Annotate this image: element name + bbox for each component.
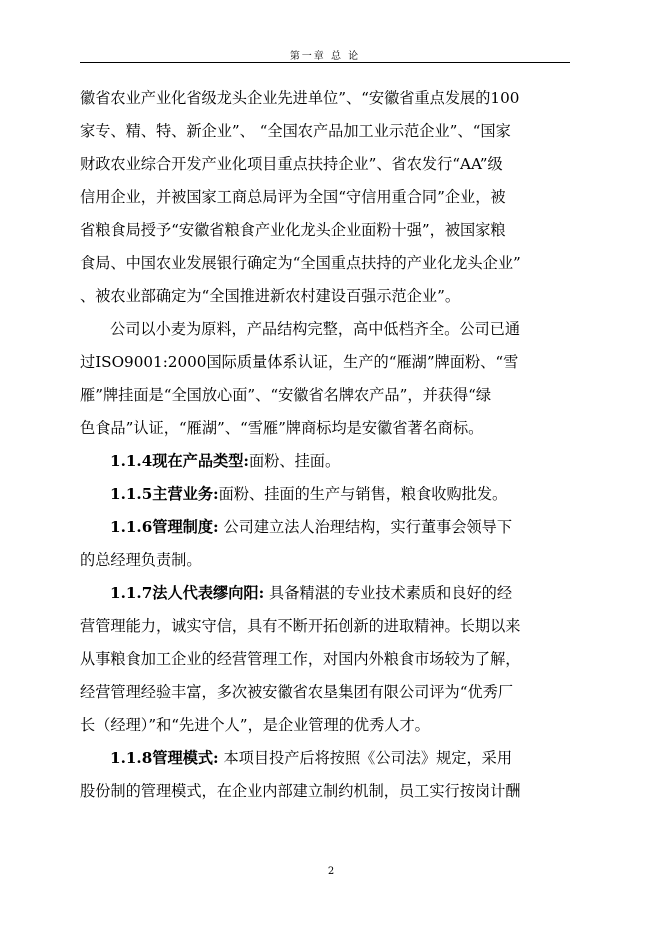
paragraph-line: 省粮食局授予“安徽省粮食产业化龙头企业面粉十强”，被国家粮 <box>80 221 506 239</box>
paragraph-line: 公司以小麦为原料，产品结构完整，高中低档齐全。公司已通 <box>110 320 521 338</box>
paragraph-line: 营管理能力，诚实守信，具有不断开拓创新的进取精神。长期以来 <box>80 617 521 635</box>
section-text: 面粉、挂面的生产与销售，粮食收购批发。 <box>218 485 508 503</box>
section-text: 公司建立法人治理结构，实行董事会领导下 <box>218 518 513 536</box>
section-label: 1.1.5主营业务: <box>110 485 219 503</box>
section-1-1-8 <box>110 744 570 772</box>
paragraph-line: 长（经理）”和“先进个人”，是企业管理的优秀人才。 <box>80 716 430 734</box>
paragraph-line: 经营管理经验丰富，多次被安徽省农垦集团有限公司评为“优秀厂 <box>80 683 514 701</box>
paragraph-line: 家专、精、特、新企业”、 “全国农产品加工业示范企业”、“国家 <box>80 122 511 140</box>
section-label: 1.1.6管理制度: <box>110 518 219 536</box>
section-text: 本项目投产后将按照《公司法》规定，采用 <box>218 749 513 767</box>
paragraph-line: 股份制的管理模式，在企业内部建立制约机制，员工实行按岗计酬 <box>80 782 521 800</box>
paragraph-line: 的总经理负责制。 <box>80 551 202 569</box>
paragraph-line: 财政农业综合开发产业化项目重点扶持企业”、省农发行“AA”级 <box>80 155 503 173</box>
page-number: 2 <box>327 866 335 877</box>
section-label: 1.1.8管理模式: <box>110 749 219 767</box>
paragraph-line: 过ISO9001:2000国际质量体系认证，生产的“雁湖”牌面粉、“雪 <box>80 353 519 371</box>
paragraph-line: 从事粮食加工企业的经营管理工作，对国内外粮食市场较为了解， <box>80 650 521 668</box>
section-label: 1.1.7法人代表缪向阳: <box>110 584 265 602</box>
paragraph-line: 徽省农业产业化省级龙头企业先进单位”、“安徽省重点发展的100 <box>80 89 520 107</box>
section-1-1-4 <box>110 447 570 475</box>
header-rule <box>80 62 570 63</box>
section-1-1-7 <box>110 579 570 607</box>
paragraph-line: 色食品”认证，“雁湖”、“雪雁”牌商标均是安徽省著名商标。 <box>80 419 484 437</box>
paragraph-line: 信用企业，并被国家工商总局评为全国“守信用重合同”企业，被 <box>80 188 506 206</box>
section-1-1-6 <box>110 513 570 541</box>
section-label: 1.1.4现在产品类型: <box>110 452 250 470</box>
paragraph-line: 食局、中国农业发展银行确定为“全国重点扶持的产业化龙头企业” <box>80 254 521 272</box>
paragraph-line: 、被农业部确定为“全国推进新农村建设百强示范企业”。 <box>80 287 461 305</box>
section-text: 面粉、挂面。 <box>249 452 341 470</box>
section-text: 具备精湛的专业技术素质和良好的经 <box>264 584 513 602</box>
running-header: 第一章 总 论 <box>289 51 361 62</box>
paragraph-line: 雁”牌挂面是“全国放心面”、“安徽省名牌农产品”，并获得“绿 <box>80 386 492 404</box>
section-1-1-5 <box>110 480 570 508</box>
